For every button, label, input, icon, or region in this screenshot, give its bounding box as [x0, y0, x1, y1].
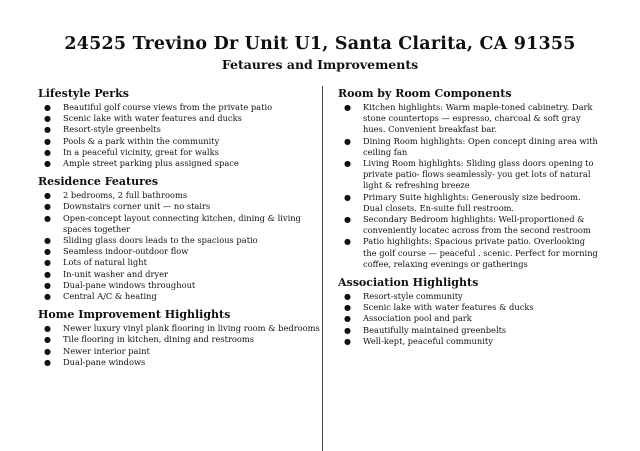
bullet-icon: ●: [44, 269, 51, 279]
bullet-list: [38, 102, 320, 169]
list-item: [338, 158, 600, 192]
bullet-icon: ●: [44, 357, 51, 367]
bullet-icon: ●: [44, 125, 51, 135]
bullet-icon: ●: [344, 136, 351, 146]
list-item-text: Dual-pane windows throughout: [63, 279, 196, 290]
list-item-text: Resort-style community: [363, 291, 463, 302]
list-item: [38, 201, 320, 212]
list-item: [38, 269, 320, 280]
bullet-list: [338, 291, 600, 347]
list-item-text: Ample street parking plus assigned space: [63, 158, 239, 169]
rooms-section: [338, 87, 600, 270]
list-item: [338, 291, 600, 302]
improvements-section: [38, 308, 320, 368]
list-item-text: Tile flooring in kitchen, dining and restrooms: [63, 334, 255, 345]
list-item-text: Living Room highlights: Sliding glass doors opening to private patio- flows seamlessly- you get lots of natural light & refreshing breeze: [363, 158, 594, 191]
list-item-text: Resort-style greenbelts: [63, 124, 161, 135]
list-item-text: In a peaceful vicinity, great for walks: [63, 146, 219, 157]
bullet-icon: ●: [44, 346, 51, 356]
list-item: [38, 235, 320, 246]
list-item: [38, 213, 320, 235]
list-item: [38, 113, 320, 124]
list-item-text: Scenic lake with water features & ducks: [363, 302, 534, 313]
list-item: [38, 124, 320, 135]
association-section: [338, 276, 600, 347]
list-item-text: Secondary Bedroom highlights: Well-proportioned & conveniently locatec across from the second restroom: [363, 214, 591, 236]
list-item-text: Lots of natural light: [63, 257, 147, 268]
list-item-text: Dining Room highlights: Open concept dining area with ceiling fan: [363, 135, 598, 157]
section-title: Residence Features: [38, 175, 159, 189]
bullet-list: [38, 323, 320, 368]
list-item: [338, 302, 600, 313]
bullet-icon: ●: [44, 280, 51, 290]
list-item: [338, 192, 600, 214]
list-item: [38, 257, 320, 268]
page-subtitle: Fetaures and Improvements: [221, 57, 419, 72]
list-item: [38, 323, 320, 334]
list-item: [338, 136, 600, 158]
list-item-text: In-unit washer and dryer: [63, 268, 168, 279]
list-item-text: Well-kept, peaceful community: [363, 335, 493, 346]
bullet-icon: ●: [344, 103, 351, 112]
list-item-text: Sliding glass doors leads to the spacious patio: [63, 235, 258, 246]
section-title: Lifestyle Perks: [38, 87, 129, 100]
page-title: 24525 Trevino Dr Unit U1, Santa Clarita, CA 91355: [64, 34, 576, 54]
list-item: [338, 214, 600, 236]
list-item-text: Scenic lake with water features and ducks: [63, 113, 242, 124]
list-item-text: Newer luxury vinyl plank flooring in living room & bedrooms: [63, 323, 320, 334]
list-item-text: Central A/C & heating: [63, 291, 157, 302]
section-title: Room by Room Components: [338, 87, 512, 100]
bullet-icon: ●: [344, 292, 351, 302]
bullet-icon: ●: [44, 136, 51, 146]
left-column: [38, 87, 320, 374]
bullet-icon: ●: [344, 237, 351, 247]
bullet-icon: ●: [44, 202, 51, 212]
bullet-icon: ●: [44, 335, 51, 345]
list-item: [38, 357, 320, 368]
list-item-text: Pools & a park within the community: [63, 135, 220, 146]
list-item: [338, 236, 600, 270]
lifestyle-section: [38, 87, 320, 169]
list-item-text: Primary Suite highlights: Generously size bedroom. Dual closets. En-suite full restroom.: [363, 191, 581, 213]
bullet-list: [38, 190, 320, 302]
bullet-icon: ●: [344, 159, 351, 169]
bullet-icon: ●: [344, 303, 351, 313]
section-title: Association Highlights: [338, 276, 479, 290]
list-item-text: Newer interior paint: [63, 345, 150, 356]
bullet-icon: ●: [344, 314, 351, 324]
right-column: [338, 87, 600, 353]
bullet-icon: ●: [44, 103, 51, 112]
bullet-icon: ●: [44, 213, 51, 223]
bullet-icon: ●: [44, 159, 51, 169]
list-item: [38, 291, 320, 302]
list-item: [338, 313, 600, 324]
bullet-icon: ●: [344, 336, 351, 346]
list-item: [38, 334, 320, 345]
list-item-text: Beautifully maintained greenbelts: [363, 324, 507, 335]
list-item-text: Kitchen highlights: Warm maple-toned cabinetry. Dark stone countertops — espresso, charcoal & soft gray hues. Convenient breakfast bar.: [363, 102, 593, 135]
bullet-icon: ●: [44, 114, 51, 124]
residence-section: [38, 175, 320, 302]
list-item-text: Patio highlights: Spacious private patio. Overlooking the golf course — peaceful . scenic. Perfect for morning coffee, relaxing evenings or gatherings: [363, 236, 598, 269]
list-item: [38, 346, 320, 357]
list-item: [338, 325, 600, 336]
list-item: [38, 190, 320, 201]
list-item-text: Seamless indoor-outdoor flow: [63, 246, 189, 257]
list-item-text: 2 bedrooms, 2 full bathrooms: [63, 190, 188, 201]
list-item-text: Downstairs corner unit — no stairs: [63, 201, 211, 212]
bullet-icon: ●: [44, 258, 51, 268]
list-item: [38, 246, 320, 257]
list-item: [38, 147, 320, 158]
bullet-icon: ●: [44, 191, 51, 201]
bullet-list: [338, 102, 600, 270]
list-item-text: Beautiful golf course views from the private patio: [63, 102, 273, 112]
section-title: Home Improvement Highlights: [38, 308, 231, 322]
list-item: [338, 336, 600, 347]
bullet-icon: ●: [44, 236, 51, 246]
bullet-icon: ●: [44, 292, 51, 302]
bullet-icon: ●: [344, 325, 351, 335]
column-divider: [322, 86, 323, 451]
list-item: [338, 102, 600, 136]
bullet-icon: ●: [344, 192, 351, 202]
list-item: [38, 280, 320, 291]
bullet-icon: ●: [344, 215, 351, 225]
bullet-icon: ●: [44, 147, 51, 157]
bullet-icon: ●: [44, 247, 51, 257]
list-item-text: Association pool and park: [363, 313, 472, 324]
list-item: [38, 136, 320, 147]
list-item-text: Dual-pane windows: [63, 356, 146, 367]
list-item: [38, 158, 320, 169]
list-item-text: Open-concept layout connecting kitchen, dining & living spaces together: [63, 212, 301, 234]
list-item: [38, 102, 320, 113]
bullet-icon: ●: [44, 324, 51, 334]
